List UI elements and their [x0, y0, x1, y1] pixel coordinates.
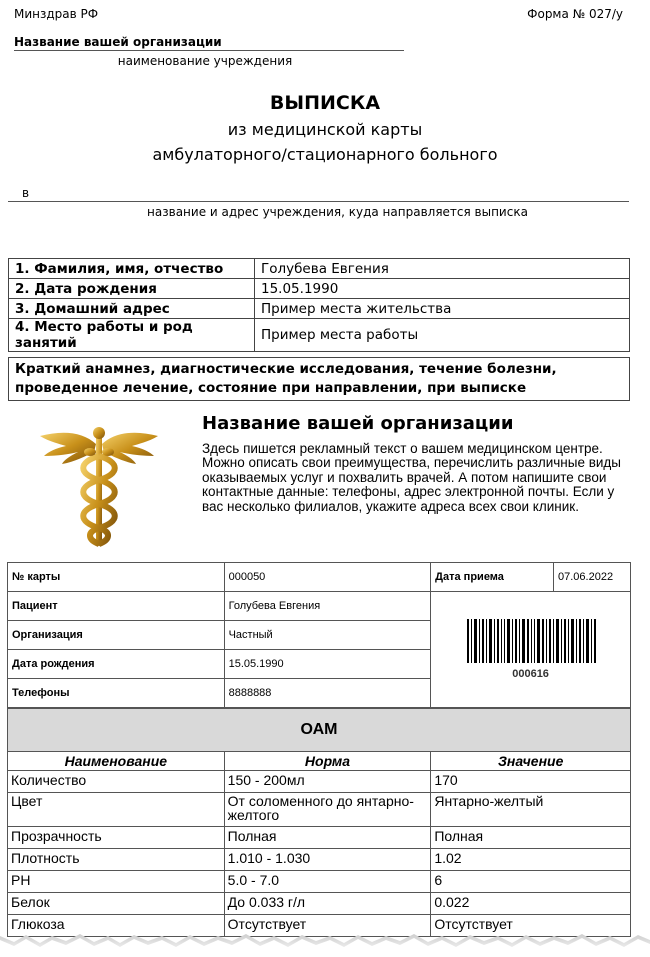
table-cell: Количество	[8, 771, 225, 793]
table-row	[9, 319, 630, 352]
organization-value: Частный	[224, 621, 431, 650]
table-cell: Отсутствует	[431, 915, 631, 937]
destination-prefix: в	[22, 186, 30, 200]
urinalysis-title: ОАМ	[8, 709, 631, 752]
table-row	[8, 827, 631, 849]
workplace-value: Пример места работы	[255, 319, 630, 352]
urinalysis-table	[7, 708, 631, 937]
table-cell: Белок	[8, 893, 225, 915]
table-row	[9, 279, 630, 299]
dob-label: Дата рождения	[8, 650, 225, 679]
table-cell: РН	[8, 871, 225, 893]
barcode-number: 000616	[512, 668, 549, 680]
table-cell: Янтарно-желтый	[431, 793, 631, 827]
column-header-norm: Норма	[224, 752, 431, 771]
birth-date-value: 15.05.1990	[255, 279, 630, 299]
patient-label: Пациент	[8, 592, 225, 621]
table-cell: Отсутствует	[224, 915, 431, 937]
table-row	[8, 771, 631, 793]
column-header-name: Наименование	[8, 752, 225, 771]
patient-name-label: 1. Фамилия, имя, отчество	[9, 259, 255, 279]
table-row	[9, 259, 630, 279]
table-row	[9, 299, 630, 319]
organization-name: Название вашей организации	[14, 35, 404, 51]
home-address-value: Пример места жительства	[255, 299, 630, 319]
table-cell: 6	[431, 871, 631, 893]
table-cell: Полная	[431, 827, 631, 849]
anamnesis-heading: Краткий анамнез, диагностические исследования, течение болезни, проведенное лечение, состояние при направлении, при выписке	[8, 357, 630, 401]
table-row	[8, 709, 631, 752]
table-cell: 1.010 - 1.030	[224, 849, 431, 871]
organization-caption: наименование учреждения	[117, 54, 293, 68]
table-cell: Глюкоза	[8, 915, 225, 937]
table-row	[8, 793, 631, 827]
phones-label: Телефоны	[8, 679, 225, 708]
visit-date-label: Дата приема	[431, 563, 554, 592]
card-number-value: 000050	[224, 563, 431, 592]
table-row	[8, 563, 631, 592]
promo-text: Здесь пишется рекламный текст о вашем медицинском центре. Можно описать свои преимущества, перечислить различные виды оказываемых услуг и похвалить врачей. А потом напишите свои контактные данные: телефоны, адрес электронной почты. Если у вас несколько филиалов, укажите адреса всех свои клиник.	[202, 441, 621, 514]
column-header-value: Значение	[431, 752, 631, 771]
barcode-icon	[465, 619, 597, 663]
caduceus-icon	[38, 422, 160, 548]
home-address-label: 3. Домашний адрес	[9, 299, 255, 319]
document-subtitle-1: из медицинской карты	[227, 120, 423, 139]
phones-value: 8888888	[224, 679, 431, 708]
visit-date-value: 07.06.2022	[554, 563, 631, 592]
table-cell: Полная	[224, 827, 431, 849]
dob-value: 15.05.1990	[224, 650, 431, 679]
table-cell: До 0.033 г/л	[224, 893, 431, 915]
table-cell: 170	[431, 771, 631, 793]
table-row	[8, 893, 631, 915]
table-cell: 0.022	[431, 893, 631, 915]
destination-line	[8, 185, 629, 202]
torn-edge	[0, 926, 650, 957]
form-number: Форма № 027/у	[527, 7, 623, 21]
table-row	[8, 592, 631, 621]
ministry-label: Минздрав РФ	[14, 7, 99, 21]
document-title: ВЫПИСКА	[269, 92, 381, 114]
table-row	[8, 871, 631, 893]
table-row	[8, 849, 631, 871]
barcode-cell	[431, 592, 631, 708]
table-cell: 1.02	[431, 849, 631, 871]
table-cell: Цвет	[8, 793, 225, 827]
patient-name-value: Голубева Евгения	[255, 259, 630, 279]
table-cell: 5.0 - 7.0	[224, 871, 431, 893]
card-number-label: № карты	[8, 563, 225, 592]
patient-value: Голубева Евгения	[224, 592, 431, 621]
document-subtitle-2: амбулаторного/стационарного больного	[152, 145, 498, 164]
table-cell: От соломенного до янтарно-желтого	[224, 793, 431, 827]
table-row	[8, 752, 631, 771]
destination-caption: название и адрес учреждения, куда направляется выписка	[147, 205, 528, 219]
table-cell: Плотность	[8, 849, 225, 871]
workplace-label: 4. Место работы и род занятий	[9, 319, 255, 352]
patient-details-table	[8, 258, 630, 352]
organization-label: Организация	[8, 621, 225, 650]
visit-info-table	[7, 562, 631, 708]
table-cell: Прозрачность	[8, 827, 225, 849]
promo-title: Название вашей организации	[202, 413, 514, 434]
birth-date-label: 2. Дата рождения	[9, 279, 255, 299]
table-cell: 150 - 200мл	[224, 771, 431, 793]
